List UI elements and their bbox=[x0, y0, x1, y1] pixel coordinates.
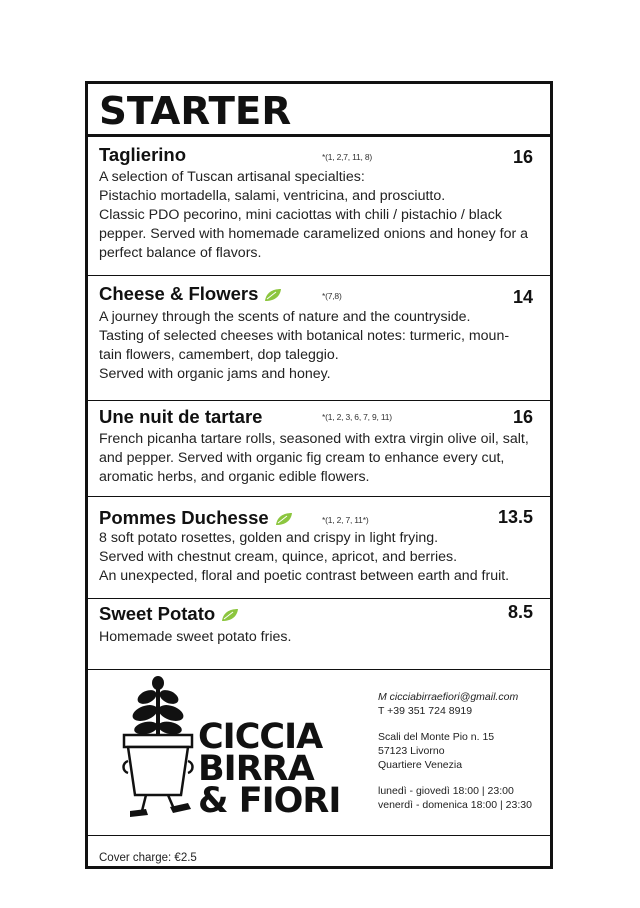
brand-footer bbox=[88, 670, 550, 836]
phone-link[interactable]: T +39 351 724 8919 bbox=[378, 705, 473, 717]
address: Scali del Monte Pio n. 15 57123 Livorno Quartiere Venezia bbox=[378, 731, 495, 771]
item-name: Une nuit de tartare bbox=[99, 406, 263, 427]
item-name: Pommes Duchesse bbox=[99, 507, 293, 529]
item-price: 16 bbox=[512, 407, 533, 427]
menu-header bbox=[88, 84, 550, 137]
item-description: French picanha tartare rolls, seasoned with extra virgin olive oil, salt, and pepper. Served with organic fig cream to enhance every cut, aromatic herbs, and organic edible flowers. bbox=[99, 431, 529, 485]
leaf-icon bbox=[264, 288, 282, 302]
menu-item-taglierino bbox=[88, 137, 550, 276]
leaf-icon bbox=[275, 512, 293, 526]
item-name: Taglierino bbox=[99, 144, 187, 165]
leaf-icon bbox=[221, 608, 239, 622]
item-name: Cheese & Flowers bbox=[99, 283, 282, 305]
item-description: A journey through the scents of nature and the countryside. Tasting of selected cheeses with botanical notes: turmeric, moun- tain flowers, camembert, dop taleggio. Served with organic jams and honey. bbox=[99, 309, 510, 382]
menu-card bbox=[85, 81, 553, 869]
item-price: 14 bbox=[512, 287, 533, 307]
item-name: Sweet Potato bbox=[99, 603, 239, 625]
menu-item-sweet-potato bbox=[88, 599, 550, 670]
brand-logo-text: CICCIA BIRRA & FIORI bbox=[198, 717, 341, 821]
item-price: 8.5 bbox=[507, 602, 533, 622]
plant-pot-mascot-icon bbox=[118, 675, 198, 821]
contact-info bbox=[378, 690, 532, 824]
item-allergens: *(1, 2, 7, 11*) bbox=[322, 515, 369, 525]
item-description: A selection of Tuscan artisanal specialties: Pistachio mortadella, salami, ventricina, and prosciutto. Classic PDO pecorino, mini caciottas with chili / pistachio / black pepper. Served with homemade caramelized onions and honey for a perfect balance of flavors. bbox=[99, 169, 529, 261]
item-description: Homemade sweet potato fries. bbox=[99, 629, 292, 645]
menu-item-tartare bbox=[88, 401, 550, 497]
cover-charge-row bbox=[88, 836, 550, 873]
item-allergens: *(1, 2, 3, 6, 7, 9, 11) bbox=[322, 412, 392, 422]
contact-details bbox=[378, 690, 532, 718]
cover-charge: Cover charge: €2.5 bbox=[99, 852, 197, 864]
email-link[interactable]: M cicciabirraefiori@gmail.com bbox=[378, 691, 519, 703]
menu-item-pommes-duchesse bbox=[88, 497, 550, 599]
opening-hours: lunedì - giovedì 18:00 | 23:00 venerdì - domenica 18:00 | 23:30 bbox=[378, 785, 532, 811]
item-price: 16 bbox=[512, 147, 533, 167]
item-allergens: *(1, 2,7, 11, 8) bbox=[322, 152, 373, 162]
item-allergens: *(7,8) bbox=[322, 291, 342, 301]
item-price: 13.5 bbox=[497, 507, 533, 527]
section-title: STARTER bbox=[99, 89, 292, 133]
menu-item-cheese-flowers bbox=[88, 276, 550, 401]
item-description: 8 soft potato rosettes, golden and crispy in light frying. Served with chestnut cream, quince, apricot, and berries. An unexpected, floral and poetic contrast between earth and fruit. bbox=[99, 530, 510, 584]
